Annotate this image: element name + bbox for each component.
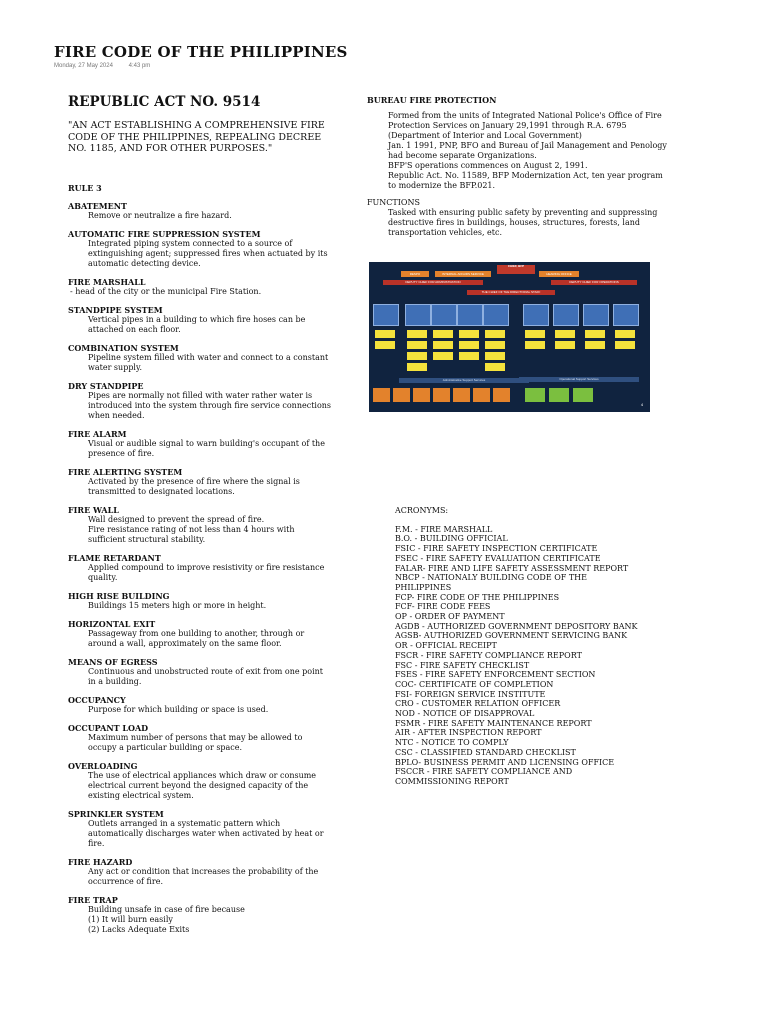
term-entry bbox=[68, 343, 333, 373]
org-page-number: 4 bbox=[640, 402, 644, 407]
functions-body: Tasked with ensuring public safety by preventing and suppressing destructive fires in buildings, houses, structures, forests, land transportation vehicles, etc. bbox=[388, 208, 658, 237]
term-name: COMBINATION SYSTEM bbox=[68, 342, 179, 353]
bfp-line: Jan. 1 1991, PNP, BFO and Bureau of Jail Management and Penology had become separate Organizations. bbox=[388, 141, 667, 160]
org-admin-unit-box bbox=[393, 388, 410, 402]
term-name: FIRE ALARM bbox=[68, 428, 127, 439]
org-division-box bbox=[555, 341, 575, 349]
term-name: HIGH RISE BUILDING bbox=[68, 590, 170, 601]
acronym-item: AGSB- AUTHORIZED GOVERNMENT SERVICING BANK bbox=[395, 631, 628, 641]
acronym-item: OR - OFFICIAL RECEIPT bbox=[395, 641, 497, 651]
org-division-box bbox=[615, 330, 635, 338]
term-definition: Integrated piping system connected to a source of extinguishing agent; suppressed fires when actuated by its automatic detecting device. bbox=[88, 238, 328, 268]
org-ops-unit-box bbox=[573, 388, 593, 402]
term-entry bbox=[68, 619, 333, 649]
org-division-box bbox=[407, 352, 427, 360]
org-directorate-box bbox=[431, 304, 457, 326]
term-entry bbox=[68, 553, 333, 583]
acronym-item: FSEC - FIRE SAFETY EVALUATION CERTIFICATE bbox=[395, 553, 601, 563]
org-division-box bbox=[585, 330, 605, 338]
acronyms-section bbox=[395, 506, 645, 787]
bfp-line: Formed from the units of Integrated National Police's Office of Fire Protection Services on January 29,1991 through R.A. 6795 bbox=[388, 111, 662, 130]
org-division-box bbox=[459, 330, 479, 338]
term-definition: Building unsafe in case of fire because bbox=[88, 904, 245, 914]
terms-list bbox=[68, 201, 333, 935]
org-division-box bbox=[525, 341, 545, 349]
term-entry bbox=[68, 429, 333, 459]
term-definition: Continuous and unobstructed route of exit from one point in a building. bbox=[88, 666, 324, 686]
acronym-item: FSES - FIRE SAFETY ENFORCEMENT SECTION bbox=[395, 670, 596, 680]
org-ops-unit-box bbox=[525, 388, 545, 402]
term-definition: Vertical pipes in a building to which fire hoses can be attached on each floor. bbox=[88, 314, 306, 334]
term-definition: The use of electrical appliances which draw or consume electrical current beyond the designed capacity of the existing electrical system. bbox=[88, 770, 317, 800]
term-definition: Remove or neutralize a fire hazard. bbox=[88, 210, 232, 220]
term-definition: Pipes are normally not filled with water rather water is introduced into the system through fire service connections when needed. bbox=[88, 390, 332, 420]
functions-heading: FUNCTIONS bbox=[367, 198, 420, 207]
acronym-item: FSCCR - FIRE SAFETY COMPLIANCE AND COMMISSIONING REPORT bbox=[395, 767, 573, 786]
org-division-box bbox=[585, 341, 605, 349]
term-name: STANDPIPE SYSTEM bbox=[68, 304, 163, 315]
term-name: FLAME RETARDANT bbox=[68, 552, 161, 563]
org-division-box bbox=[433, 341, 453, 349]
bfp-heading: BUREAU FIRE PROTECTION bbox=[367, 95, 497, 105]
org-admin-unit-box bbox=[453, 388, 470, 402]
acronym-item: F.M. - FIRE MARSHALL bbox=[395, 524, 493, 534]
org-directorate-box bbox=[405, 304, 431, 326]
term-name: OVERLOADING bbox=[68, 760, 138, 771]
term-entry bbox=[68, 305, 333, 335]
term-entry bbox=[68, 895, 333, 935]
term-name: DRY STANDPIPE bbox=[68, 380, 144, 391]
rule-heading: RULE 3 bbox=[68, 182, 102, 193]
org-division-box bbox=[407, 341, 427, 349]
bfp-line: Republic Act. No. 11589, BFP Modernization Act, ten year program to modernize the BFP.021. bbox=[388, 171, 663, 190]
org-chief-box: CHIEF, BFP bbox=[497, 265, 535, 274]
term-name: FIRE MARSHALL bbox=[68, 276, 146, 287]
acronym-item: COC- CERTIFICATE OF COMPLETION bbox=[395, 679, 554, 689]
term-name: FIRE HAZARD bbox=[68, 856, 133, 867]
term-definition: Maximum number of persons that may be allowed to occupy a particular building or space. bbox=[88, 732, 303, 752]
term-definition: Any act or condition that increases the probability of the occurrence of fire. bbox=[88, 866, 319, 886]
bfp-line: (Department of Interior and Local Government) bbox=[388, 131, 582, 140]
org-deputy-ops: DEPUTY CHIEF FOR OPERATIONS bbox=[551, 280, 637, 285]
term-definition: (2) Lacks Adequate Exits bbox=[88, 924, 190, 934]
org-division-box bbox=[485, 363, 505, 371]
term-entry bbox=[68, 505, 333, 545]
term-definition: Outlets arranged in a systematic pattern which automatically discharges water when activated by heat or fire. bbox=[88, 818, 324, 848]
term-name: SPRINKLER SYSTEM bbox=[68, 808, 164, 819]
term-entry bbox=[68, 591, 333, 611]
org-directorate-box bbox=[373, 304, 399, 326]
term-name: ABATEMENT bbox=[68, 200, 128, 211]
term-name: OCCUPANT LOAD bbox=[68, 722, 149, 733]
term-name: OCCUPANCY bbox=[68, 694, 126, 705]
acronym-item: FSC - FIRE SAFETY CHECKLIST bbox=[395, 660, 530, 670]
org-division-box bbox=[375, 330, 395, 338]
term-entry bbox=[68, 695, 333, 715]
acronym-item: CSC - CLASSIFIED STANDARD CHECKLIST bbox=[395, 747, 576, 757]
term-definition: - head of the city or the municipal Fire Station. bbox=[70, 286, 262, 296]
org-division-box bbox=[555, 330, 575, 338]
org-division-box bbox=[407, 330, 427, 338]
acronym-item: FSMR - FIRE SAFETY MAINTENANCE REPORT bbox=[395, 718, 592, 728]
acronym-item: BPLO- BUSINESS PERMIT AND LICENSING OFFICE bbox=[395, 757, 615, 767]
term-definition: Wall designed to prevent the spread of fire. bbox=[88, 514, 265, 524]
org-top-box-3: HEARING OFFICE bbox=[539, 271, 579, 277]
acronyms-heading: ACRONYMS: bbox=[395, 506, 449, 515]
org-division-box bbox=[615, 341, 635, 349]
acronym-item: FSCR - FIRE SAFETY COMPLIANCE REPORT bbox=[395, 650, 582, 660]
acronym-item: FSI- FOREIGN SERVICE INSTITUTE bbox=[395, 689, 546, 699]
acronym-item: NOD - NOTICE OF DISAPPROVAL bbox=[395, 709, 535, 719]
org-directorial-staff: THE CHIEF OF THE DIRECTORIAL STAFF bbox=[467, 290, 555, 295]
term-entry bbox=[68, 809, 333, 849]
org-admin-unit-box bbox=[413, 388, 430, 402]
page-title: FIRE CODE OF THE PHILIPPINES bbox=[54, 43, 348, 61]
term-entry bbox=[68, 723, 333, 753]
org-directorate-box bbox=[613, 304, 639, 326]
term-definition: Pipeline system filled with water and connect to a constant water supply. bbox=[88, 352, 329, 372]
acronyms-list bbox=[395, 525, 645, 787]
org-division-box bbox=[525, 330, 545, 338]
org-directorate-box bbox=[457, 304, 483, 326]
org-division-box bbox=[407, 363, 427, 371]
page-meta bbox=[54, 63, 150, 69]
term-definition: Activated by the presence of fire where the signal is transmitted to designated locations. bbox=[88, 476, 300, 496]
term-definition: (1) It will burn easily bbox=[88, 914, 173, 924]
acronym-item: FCF- FIRE CODE FEES bbox=[395, 602, 491, 612]
term-entry bbox=[68, 761, 333, 801]
left-column bbox=[68, 94, 333, 943]
bfp-body bbox=[367, 111, 667, 191]
org-directorate-box bbox=[583, 304, 609, 326]
org-top-box-2: INTERNAL AFFAIRS SERVICE bbox=[435, 271, 491, 277]
org-admin-unit-box bbox=[433, 388, 450, 402]
acronym-item: FALAR- FIRE AND LIFE SAFETY ASSESSMENT REPORT bbox=[395, 563, 629, 573]
bfp-line: BFP'S operations commences on August 2, 1991. bbox=[388, 161, 588, 170]
acronym-item: AIR - AFTER INSPECTION REPORT bbox=[395, 728, 542, 738]
org-chart-image bbox=[369, 262, 650, 412]
org-ops-unit-box bbox=[549, 388, 569, 402]
org-division-box bbox=[433, 330, 453, 338]
org-directorate-box bbox=[523, 304, 549, 326]
org-admin-unit-box bbox=[493, 388, 510, 402]
org-admin-unit-box bbox=[473, 388, 490, 402]
acronym-item: OP - ORDER OF PAYMENT bbox=[395, 612, 505, 622]
org-division-box bbox=[459, 352, 479, 360]
org-deputy-admin: DEPUTY CHIEF FOR ADMINISTRATION bbox=[383, 280, 483, 285]
org-division-box bbox=[433, 352, 453, 360]
org-directorate-box bbox=[483, 304, 509, 326]
term-definition: Passageway from one building to another, through or around a wall, approximately on the same floor. bbox=[88, 628, 305, 648]
acronym-item: CRO - CUSTOMER RELATION OFFICER bbox=[395, 699, 561, 709]
term-entry bbox=[68, 857, 333, 887]
term-name: AUTOMATIC FIRE SUPPRESSION SYSTEM bbox=[68, 228, 261, 239]
page-date: Monday, 27 May 2024 bbox=[54, 63, 113, 69]
page-time: 4:43 pm bbox=[128, 63, 151, 69]
org-ops-support: Operational Support Services bbox=[519, 377, 639, 382]
org-division-box bbox=[375, 341, 395, 349]
org-top-box-1: RESPO bbox=[401, 271, 429, 277]
org-admin-support: Administrative Support Services bbox=[399, 378, 529, 383]
acronym-item: AGDB - AUTHORIZED GOVERNMENT DEPOSITORY BANK bbox=[395, 621, 638, 631]
acronym-item: FCP- FIRE CODE OF THE PHILIPPINES bbox=[395, 592, 560, 602]
org-division-box bbox=[485, 330, 505, 338]
term-name: MEANS OF EGRESS bbox=[68, 656, 158, 667]
term-entry bbox=[68, 277, 333, 297]
acronym-item: FSIC - FIRE SAFETY INSPECTION CERTIFICATE bbox=[395, 544, 598, 554]
term-definition: Buildings 15 meters high or more in height. bbox=[88, 600, 267, 610]
term-definition: Fire resistance rating of not less than 4 hours with sufficient structural stability. bbox=[88, 524, 295, 544]
term-entry bbox=[68, 229, 333, 269]
act-title: REPUBLIC ACT NO. 9514 bbox=[68, 94, 261, 110]
right-column bbox=[367, 95, 667, 238]
term-entry bbox=[68, 201, 333, 221]
term-name: FIRE TRAP bbox=[68, 894, 118, 905]
act-description: "AN ACT ESTABLISHING A COMPREHENSIVE FIRE CODE OF THE PHILIPPINES, REPEALING DECREE NO. 1185, AND FOR OTHER PURPOSES." bbox=[68, 120, 325, 154]
acronym-item: NBCP - NATIONALY BUILDING CODE OF THE PHILIPPINES bbox=[395, 573, 587, 592]
term-name: FIRE ALERTING SYSTEM bbox=[68, 466, 183, 477]
term-name: FIRE WALL bbox=[68, 504, 119, 515]
org-admin-unit-box bbox=[373, 388, 390, 402]
term-definition: Applied compound to improve resistivity or fire resistance quality. bbox=[88, 562, 325, 582]
acronym-item: NTC - NOTICE TO COMPLY bbox=[395, 738, 509, 748]
term-entry bbox=[68, 467, 333, 497]
term-definition: Purpose for which building or space is used. bbox=[88, 704, 269, 714]
term-name: HORIZONTAL EXIT bbox=[68, 618, 156, 629]
acronym-item: B.O. - BUILDING OFFICIAL bbox=[395, 534, 508, 544]
term-definition: Visual or audible signal to warn building's occupant of the presence of fire. bbox=[88, 438, 325, 458]
org-division-box bbox=[459, 341, 479, 349]
org-division-box bbox=[485, 352, 505, 360]
org-directorate-box bbox=[553, 304, 579, 326]
term-entry bbox=[68, 381, 333, 421]
term-entry bbox=[68, 657, 333, 687]
org-division-box bbox=[485, 341, 505, 349]
